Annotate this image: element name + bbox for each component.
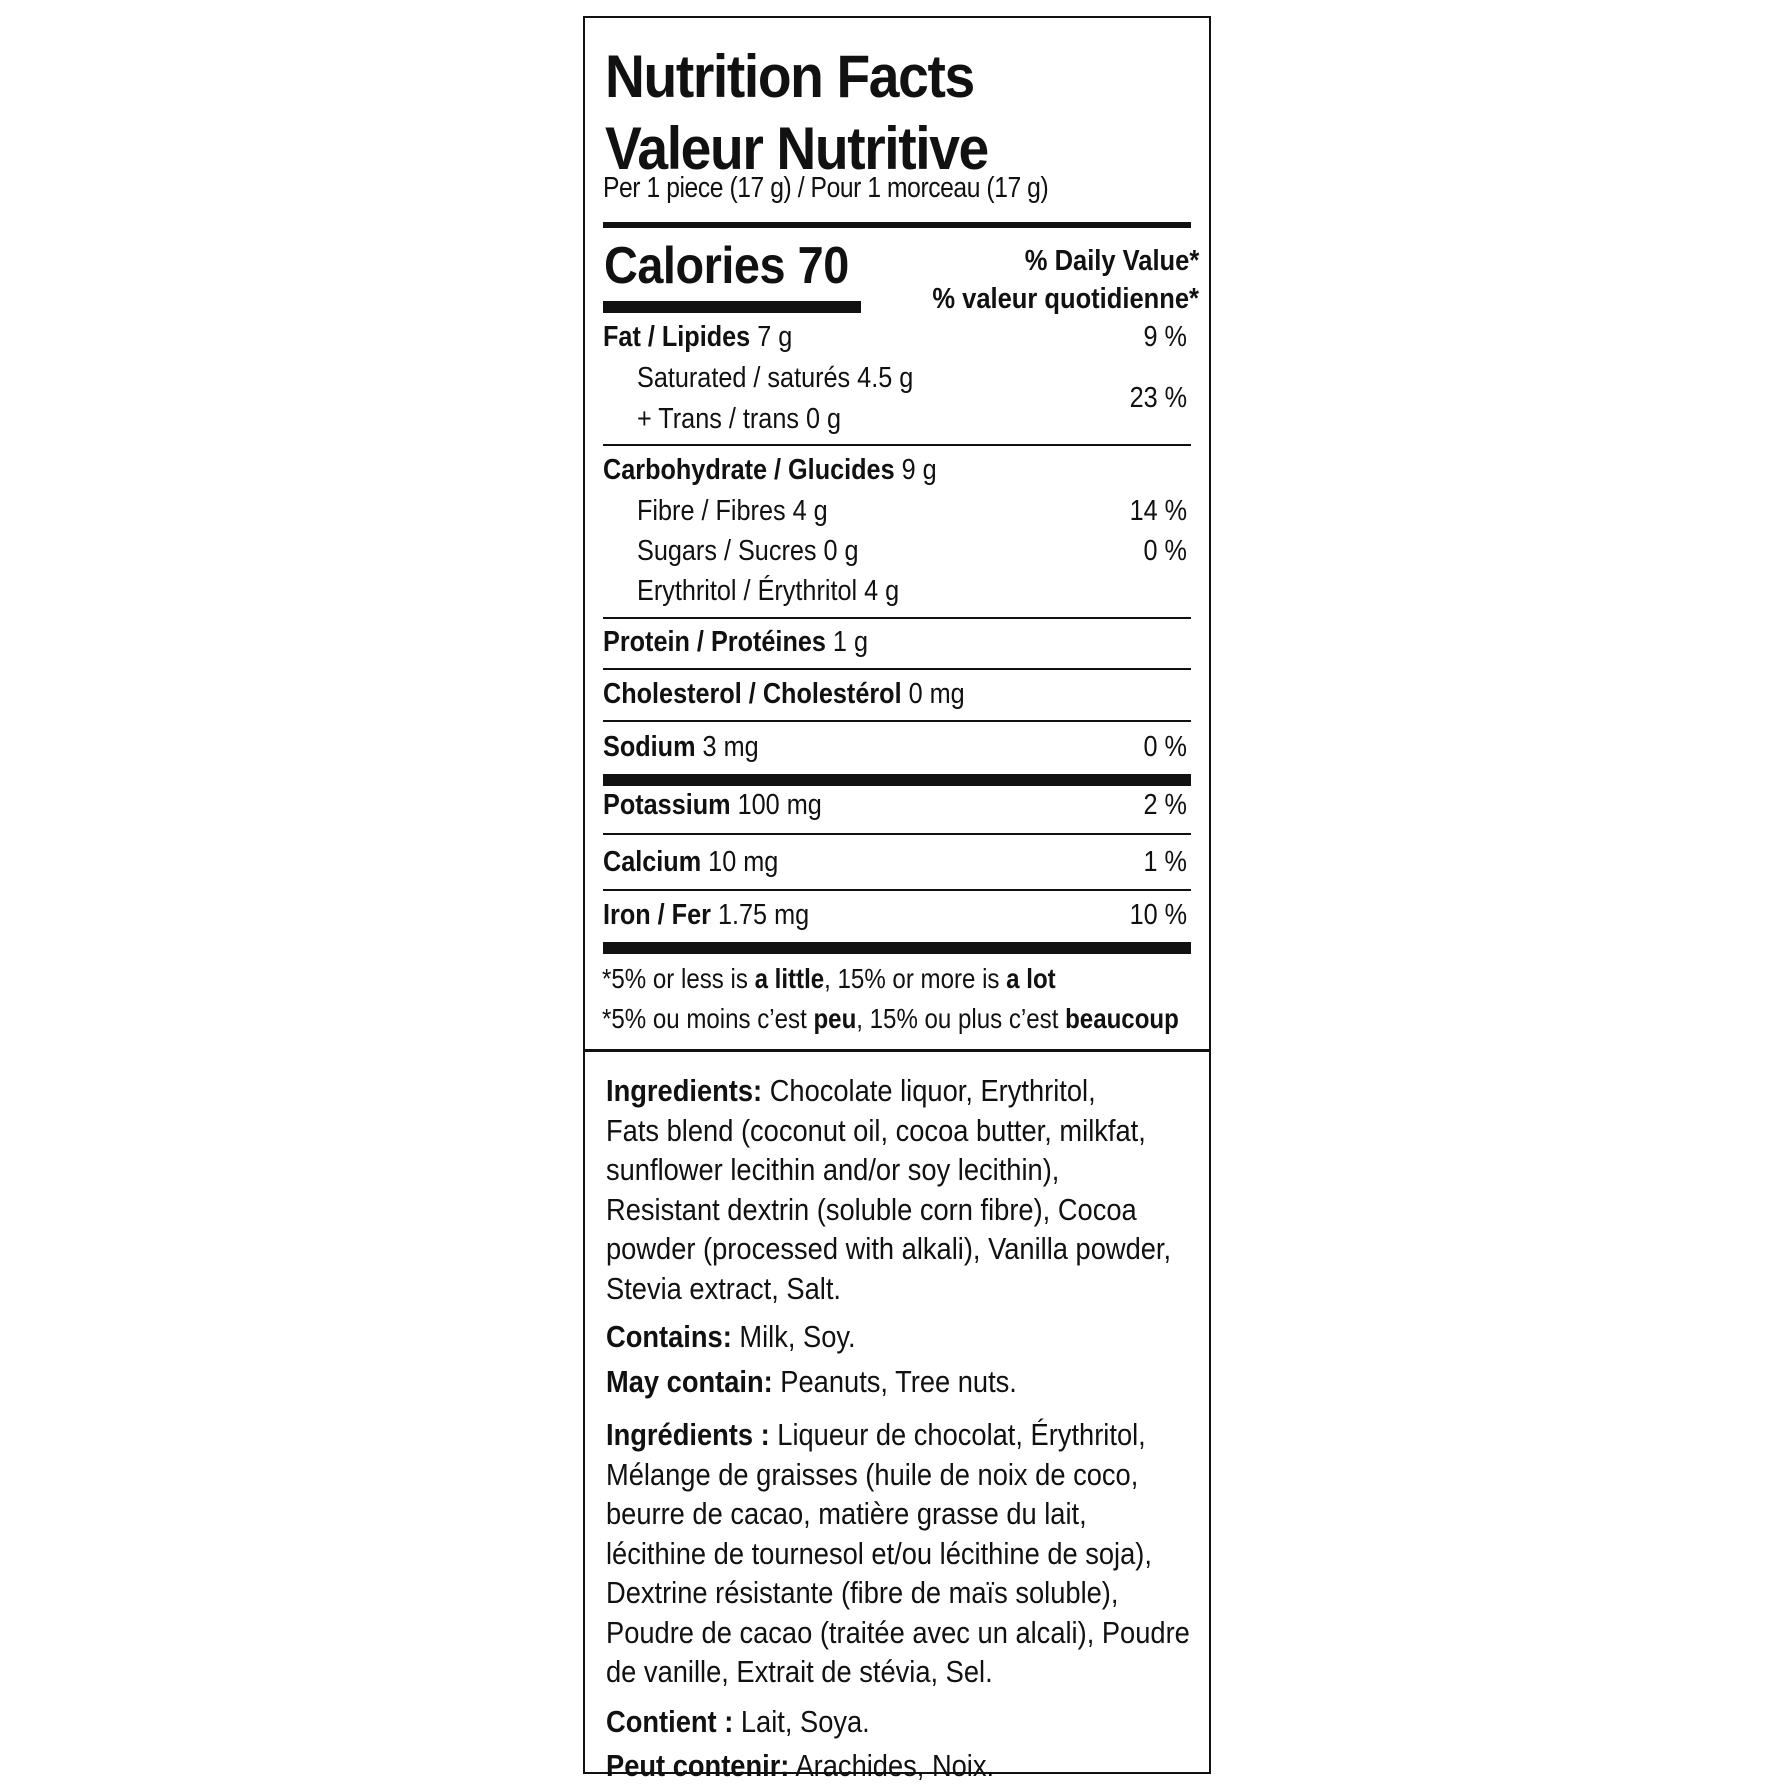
daily-value-fr: % valeur quotidienne*: [932, 283, 1199, 315]
title-fr: Valeur Nutritive: [605, 115, 988, 182]
contains-en: Contains: Milk, Soy.: [606, 1319, 856, 1354]
rule-thick: [603, 774, 1191, 786]
row-sugars: Sugars / Sucres 0 g 0 %: [637, 535, 1187, 567]
row-cholesterol: Cholesterol / Cholestérol 0 mg: [603, 678, 965, 710]
row-erythritol: Erythritol / Érythritol 4 g: [637, 575, 900, 607]
rule: [603, 668, 1191, 670]
row-trans: + Trans / trans 0 g 23 %: [637, 382, 1187, 435]
row-fibre: Fibre / Fibres 4 g 14 %: [637, 495, 1187, 527]
calories: Calories 70: [604, 237, 849, 295]
row-protein: Protein / Protéines 1 g: [603, 626, 869, 658]
row-sodium: Sodium 3 mg 0 %: [603, 731, 1187, 763]
ingredients-fr: Ingrédients : Liqueur de chocolat, Érythritol, Mélange de graisses (huile de noix de coco, beurre de cacao, matière grasse du lait, lécithine de tournesol et/ou lécithine de soja), Dextrine résistante (fibre de maïs soluble), Poudre de cacao (traitée avec un alcali), Poudre de vanille, Extrait de stévia, Sel.: [606, 1417, 1190, 1689]
nutrition-facts-panel: [585, 18, 1209, 1050]
rule-thick: [603, 942, 1191, 954]
rule-thick: [603, 222, 1191, 228]
rule: [603, 720, 1191, 722]
row-carbohydrate: Carbohydrate / Glucides 9 g: [603, 454, 937, 486]
footnote-en: *5% or less is a little, 15% or more is a lot: [602, 963, 1056, 994]
rule: [603, 617, 1191, 619]
row-iron: Iron / Fer 1.75 mg 10 %: [603, 899, 1187, 931]
contains-fr: Contient : Lait, Soya.: [606, 1704, 870, 1739]
calories-underline: [603, 301, 861, 313]
may-contain-fr: Peut contenir: Arachides, Noix.: [606, 1748, 995, 1783]
row-fat: Fat / Lipides 7 g 9 %: [603, 321, 1187, 353]
row-saturated: Saturated / saturés 4.5 g: [637, 362, 914, 394]
ingredients-divider: [585, 1049, 1209, 1052]
rule: [603, 833, 1191, 835]
row-calcium: Calcium 10 mg 1 %: [603, 846, 1187, 878]
nutrition-label: [583, 16, 1211, 1783]
title-en: Nutrition Facts: [605, 43, 974, 110]
rule: [603, 889, 1191, 891]
ingredients-en: Ingredients: Chocolate liquor, Erythritol, Fats blend (coconut oil, cocoa butter, milkfat, sunflower lecithin and/or soy lecithin), Resistant dextrin (soluble corn fibre), Cocoa powder (processed with alkali), Vanilla powder, Stevia extract, Salt.: [606, 1073, 1172, 1306]
footnote-fr: *5% ou moins c’est peu, 15% ou plus c’est beaucoup: [602, 1003, 1179, 1034]
may-contain-en: May contain: Peanuts, Tree nuts.: [606, 1364, 1017, 1399]
row-potassium: Potassium 100 mg 2 %: [603, 789, 1187, 821]
daily-value-en: % Daily Value*: [1024, 245, 1199, 277]
serving-size: Per 1 piece (17 g) / Pour 1 morceau (17 g): [603, 172, 1049, 204]
rule: [603, 444, 1191, 446]
